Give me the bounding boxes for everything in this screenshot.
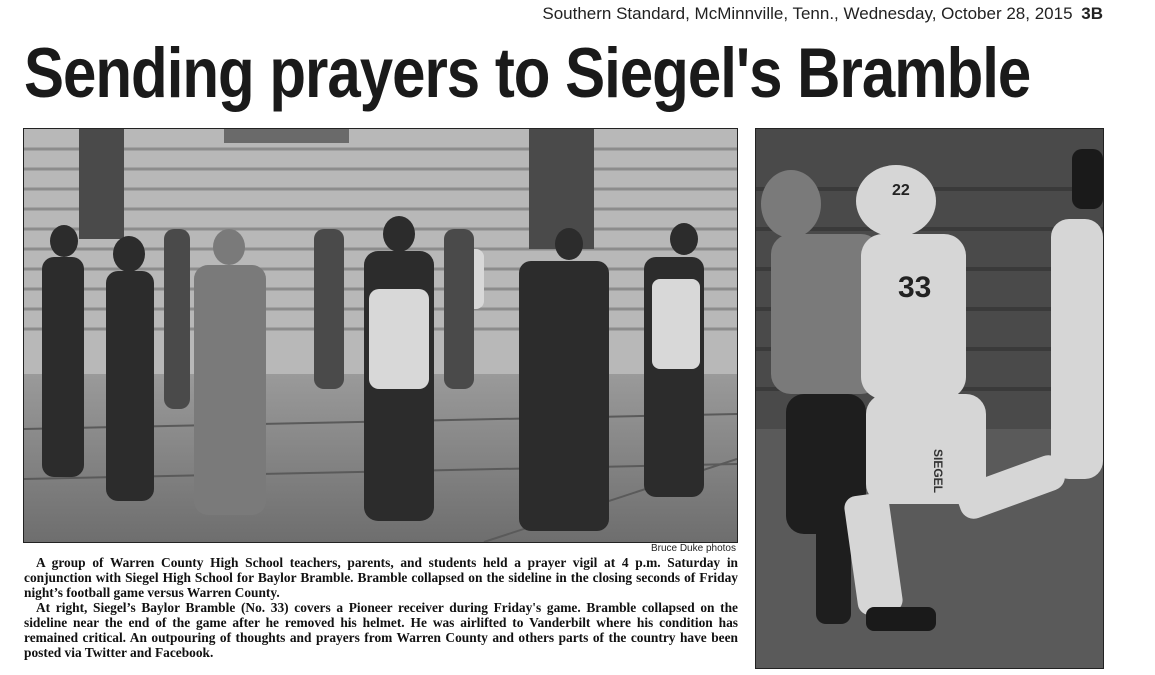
- photo-credit: Bruce Duke photos: [650, 543, 736, 554]
- headline: Sending prayers to Siegel's Bramble: [24, 33, 1031, 113]
- page-number: 3B: [1081, 4, 1103, 23]
- helmet-number: 22: [892, 182, 910, 199]
- football-action-photo: [755, 128, 1104, 669]
- caption-paragraph-1: A group of Warren County High School teachers, parents, and students held a prayer vigil at 4 p.m. Saturday in conjunction with Siegel High School for Baylor Bramble. Bramble collapsed on the sideline in the closing seconds of Friday night’s football game versus Warren County.: [24, 555, 738, 600]
- jersey-number: 33: [898, 271, 932, 304]
- prayer-vigil-photo: [23, 128, 738, 543]
- caption-paragraph-2: At right, Siegel’s Baylor Bramble (No. 33) covers a Pioneer receiver during Friday's game. Bramble collapsed on the sideline near the end of the game after he removed his helmet. He was airlifted to Vanderbilt where his condition has remained critical. An outpouring of thoughts and prayers from Warren County and others parts of the country have been posted via Twitter and Facebook.: [24, 600, 738, 660]
- dateline: [542, 4, 1103, 24]
- pants-lettering: SIEGEL: [931, 449, 945, 494]
- prayer-vigil-illustration: [24, 129, 737, 542]
- photo-caption: [24, 555, 738, 660]
- dateline-text: Southern Standard, McMinnville, Tenn., Wednesday, October 28, 2015: [542, 4, 1073, 23]
- football-action-illustration: [756, 129, 1103, 668]
